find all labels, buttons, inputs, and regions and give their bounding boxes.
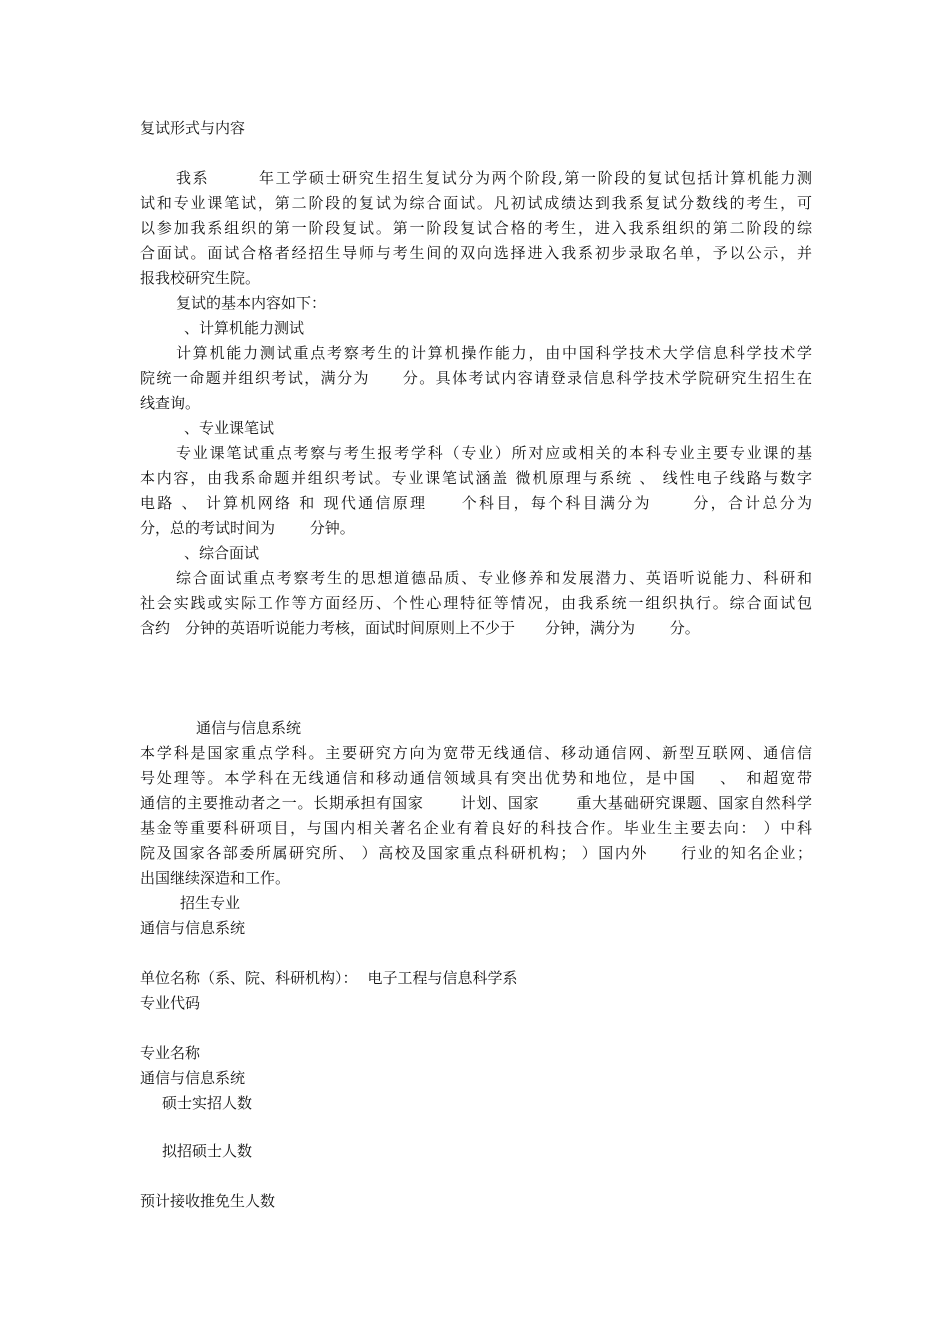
- item2-line-3: 电路 、 计算机网络 和 现代通信原理 个科目，每个科目满分为 分，合计总分为: [140, 494, 842, 512]
- code-label: 专业代码: [140, 994, 201, 1012]
- unit-row: [140, 966, 812, 991]
- intro-line-5: 报我校研究生院。: [140, 269, 261, 287]
- unit-label: 单位名称（系、院、科研机构）：: [140, 969, 358, 987]
- item1-heading: 、计算机能力测试: [184, 319, 305, 337]
- desc-line-5: 院及国家各部委所属研究所、 ）高校及国家重点科研机构； ）国内外 行业的知名企业；: [140, 844, 812, 862]
- item3-line-2: 社会实践或实际工作等方面经历、个性心理特征等情况，由我系统一组织执行。综合面试包: [140, 594, 812, 612]
- desc-line-1: 本学科是国家重点学科。主要研究方向为宽带无线通信、移动通信网、新型互联网、通信信: [140, 744, 812, 762]
- item1-line-3: 线查询。: [140, 394, 201, 412]
- intro-line-2: 试和专业课笔试，第二阶段的复试为综合面试。凡初试成绩达到我系复试分数线的考生，可: [140, 194, 812, 212]
- section-title-retest: 复试形式与内容: [140, 119, 246, 137]
- item2-line-2: 本内容，由我系命题并组织考试。专业课笔试涵盖 微机原理与系统 、 线性电子线路与数字: [140, 469, 812, 487]
- basic-content-heading: 复试的基本内容如下：: [176, 294, 327, 312]
- intro-line-4: 合面试。面试合格者经招生导师与考生间的双向选择进入我系初步录取名单，予以公示，并: [140, 244, 812, 262]
- desc-line-2: 号处理等。本学科在无线通信和移动通信领域具有突出优势和地位，是中国 、 和超宽带: [140, 769, 812, 787]
- item1-line-2: 院统一命题并组织考试，满分为 分。具体考试内容请登录信息科学技术学院研究生招生在: [140, 369, 812, 387]
- desc-line-6: 出国继续深造和工作。: [140, 869, 291, 887]
- unit-value: 电子工程与信息科学系: [367, 969, 518, 987]
- actual-enroll-label: 硕士实招人数: [162, 1094, 253, 1112]
- item2-line-1: 专业课笔试重点考察与考生报考学科（专业）所对应或相关的本科专业主要专业课的基: [176, 444, 812, 462]
- item2-heading: 、专业课笔试: [184, 419, 275, 437]
- desc-line-3: 通信的主要推动者之一。长期承担有国家 计划、国家 重大基础研究课题、国家自然科学: [140, 794, 812, 812]
- item3-heading: 、综合面试: [184, 544, 260, 562]
- major-name: 通信与信息系统: [140, 919, 246, 937]
- desc-line-4: 基金等重要科研项目，与国内相关著名企业有着良好的科技合作。毕业生主要去向： ）中科: [140, 819, 812, 837]
- intro-line-1: 我系 年工学硕士研究生招生复试分为两个阶段,第一阶段的复试包括计算机能力测: [176, 169, 812, 187]
- planned-enroll-label: 拟招硕士人数: [162, 1142, 253, 1160]
- item3-line-3: 含约 分钟的英语听说能力考核，面试时间原则上不少于 分钟，满分为 分。: [140, 619, 700, 637]
- item1-line-1: 计算机能力测试重点考察考生的计算机操作能力，由中国科学技术大学信息科学技术学: [176, 344, 812, 362]
- item3-line-1: 综合面试重点考察考生的思想道德品质、专业修养和发展潜力、英语听说能力、科研和: [176, 569, 812, 587]
- item2-line-4: 分，总的考试时间为 分钟。: [140, 519, 355, 537]
- name-value: 通信与信息系统: [140, 1069, 246, 1087]
- intro-line-3: 以参加我系组织的第一阶段复试。第一阶段复试合格的考生，进入我系组织的第二阶段的综: [140, 219, 812, 237]
- exempt-enroll-label: 预计接收推免生人数: [140, 1192, 276, 1210]
- section-title-discipline: 通信与信息系统: [196, 719, 302, 737]
- enroll-heading: 招生专业: [180, 894, 241, 912]
- name-label: 专业名称: [140, 1044, 201, 1062]
